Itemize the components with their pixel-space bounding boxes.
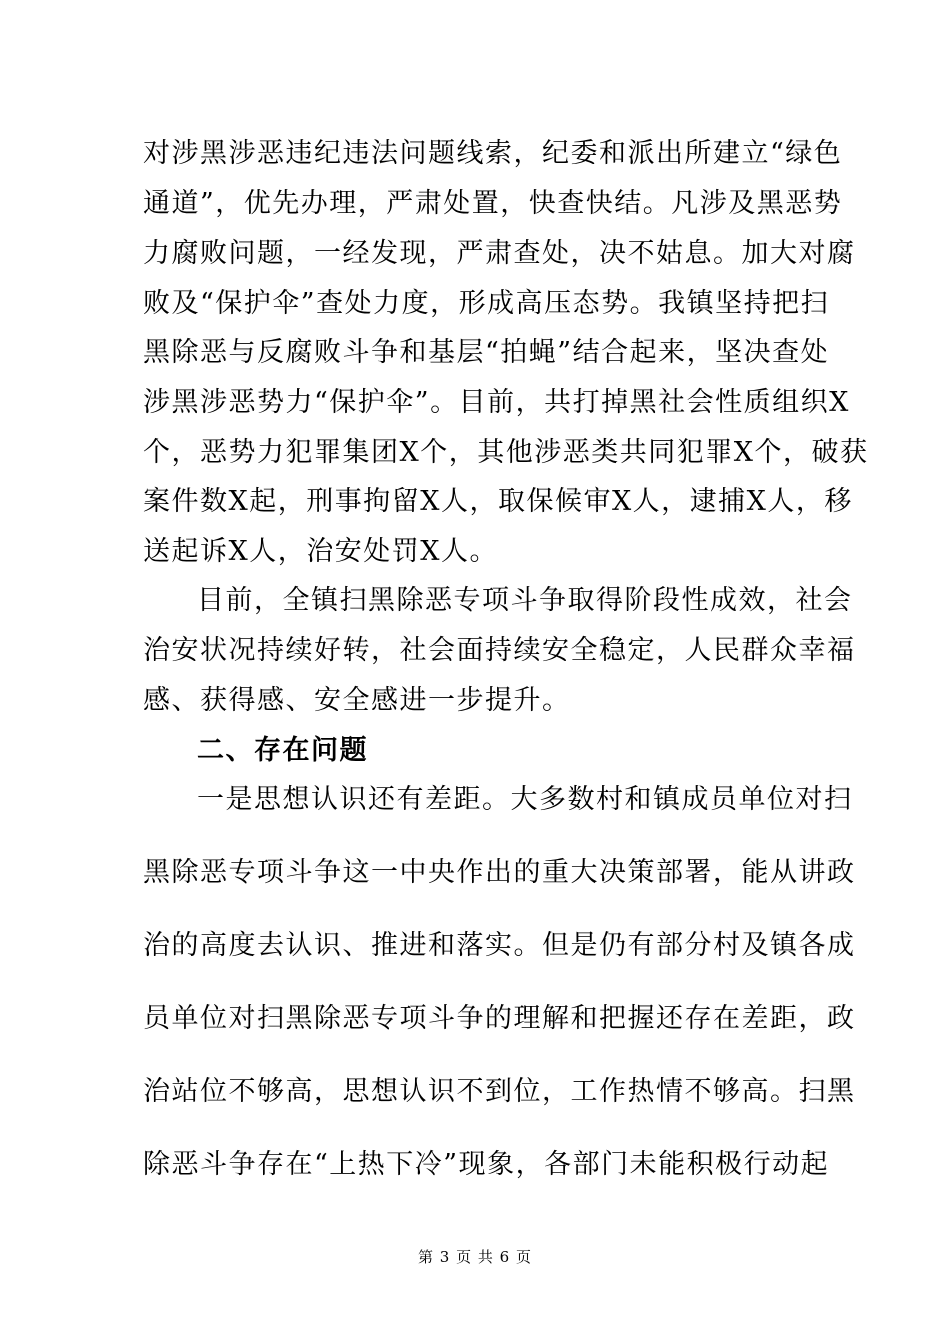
paragraph-line: 治的高度去认识、推进和落实。但是仍有部分村及镇各成 <box>143 930 856 961</box>
section-heading: 二、存在问题 <box>197 735 368 766</box>
paragraph-line: 败及“保护伞”查处力度，形成高压态势。我镇坚持把扫 <box>143 288 830 319</box>
paragraph-line: 治站位不够高，思想认识不到位，工作热情不够高。扫黑 <box>143 1076 856 1107</box>
paragraph-line: 员单位对扫黑除恶专项斗争的理解和把握还存在差距，政 <box>143 1003 856 1034</box>
paragraph-line: 黑除恶与反腐败斗争和基层“拍蝇”结合起来，坚决查处 <box>143 337 830 368</box>
paragraph-line: 送起诉X人，治安处罚X人。 <box>143 536 498 567</box>
paragraph-line: 力腐败问题，一经发现，严肃查处，决不姑息。加大对腐 <box>143 238 856 269</box>
paragraph-line: 对涉黑涉恶违纪违法问题线索，纪委和派出所建立“绿色 <box>143 138 843 169</box>
paragraph-line: 通道”，优先办理，严肃处置，快查快结。凡涉及黑恶势 <box>143 188 843 219</box>
paragraph-line: 个，恶势力犯罪集团X个，其他涉恶类共同犯罪X个，破获 <box>143 437 869 468</box>
paragraph-line: 治安状况持续好转，社会面持续安全稳定，人民群众幸福 <box>143 635 856 666</box>
paragraph-line: 感、获得感、安全感进一步提升。 <box>143 685 571 716</box>
paragraph-line: 黑除恶专项斗争这一中央作出的重大决策部署，能从讲政 <box>143 857 856 888</box>
paragraph-line: 目前，全镇扫黑除恶专项斗争取得阶段性成效，社会 <box>197 585 853 616</box>
paragraph-line: 除恶斗争存在“上热下冷”现象，各部门未能积极行动起 <box>143 1149 830 1180</box>
paragraph-line: 涉黑涉恶势力“保护伞”。目前，共打掉黑社会性质组织X <box>143 387 850 418</box>
paragraph-line: 案件数X起，刑事拘留X人，取保候审X人，逮捕X人，移 <box>143 486 853 517</box>
page-number: 第 3 页 共 6 页 <box>418 1248 532 1266</box>
paragraph-line: 一是思想认识还有差距。大多数村和镇成员单位对扫 <box>197 784 853 815</box>
